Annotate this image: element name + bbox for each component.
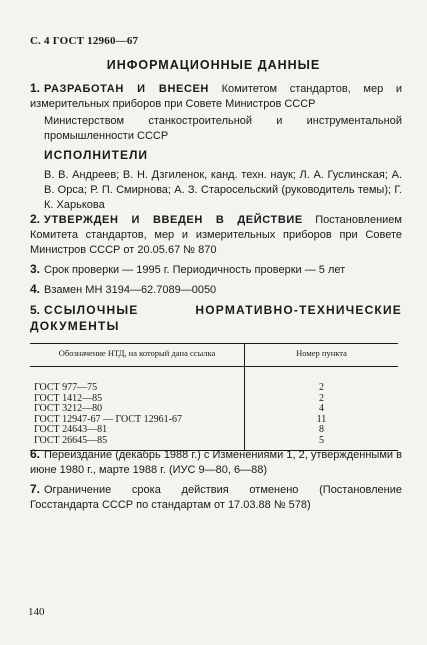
item-1 bbox=[30, 81, 402, 112]
table-cell-clause: 2 bbox=[319, 392, 324, 404]
item-4-number: 4. bbox=[30, 282, 41, 296]
table-cell-document: ГОСТ 26645—85 bbox=[30, 436, 245, 451]
executors-list: В. В. Андреев; В. Н. Дзгиленок, канд. техн. наук; Л. А. Гуслинская; А. В. Орса; Р. П. Смирнова; А. З. Старосельский (руководитель темы); Г. К. Харькова bbox=[44, 169, 402, 211]
item-3-number: 3. bbox=[30, 262, 41, 276]
page-header: С. 4 ГОСТ 12960—67 bbox=[30, 35, 139, 47]
table-cell-clause: 5 bbox=[245, 436, 399, 451]
table-row bbox=[30, 367, 398, 394]
item-7-text: Ограничение срока действия отменено (Постановление Госстандарта СССР по стандартам от 17.03.88 № 578) bbox=[30, 484, 402, 511]
item-4 bbox=[30, 282, 402, 298]
item-2-text: Постановлением Комитета стандартов, мер и измерительных приборов при Совете Министров СССР от 20.05.67 № 870 bbox=[30, 214, 402, 256]
item-7 bbox=[30, 482, 402, 513]
item-1-caps: РАЗРАБОТАН И ВНЕСЕН bbox=[44, 83, 209, 95]
item-6-number: 6. bbox=[30, 447, 41, 461]
table-row bbox=[30, 404, 398, 415]
item-4-text: Взамен МН 3194—62.7089—0050 bbox=[44, 284, 217, 296]
table-header-clause: Номер пункта bbox=[245, 344, 399, 367]
item-2-caps: УТВЕРЖДЕН И ВВЕДЕН В ДЕЙСТВИЕ bbox=[44, 214, 303, 226]
item-2-number: 2. bbox=[30, 212, 41, 226]
table-cell-clause: 8 bbox=[319, 424, 324, 435]
item-1-ministry: Министерством станкостроительной и инструментальной промышленности СССР bbox=[44, 115, 402, 142]
item-7-number: 7. bbox=[30, 482, 41, 496]
item-6 bbox=[30, 447, 402, 478]
item-3 bbox=[30, 262, 402, 278]
table-header-document: Обозначение НТД, на который дана ссылка bbox=[30, 344, 245, 367]
item-2 bbox=[30, 212, 402, 258]
table-cell-clause: 4 bbox=[319, 403, 324, 414]
item-6-text: Переиздание (декабрь 1988 г.) с Изменениями 1, 2, утвержденными в июне 1980 г., марте 1988 г. (ИУС 9—80, 6—88) bbox=[30, 449, 402, 476]
table-header-row bbox=[30, 344, 398, 367]
table-cell-document: ГОСТ 24643—81 bbox=[30, 425, 245, 436]
section-title: ИНФОРМАЦИОННЫЕ ДАННЫЕ bbox=[106, 58, 321, 72]
item-5 bbox=[30, 302, 402, 334]
table-cell-document: ГОСТ 977—75 bbox=[30, 367, 245, 394]
executors-heading: ИСПОЛНИТЕЛИ bbox=[44, 148, 149, 162]
reference-table bbox=[30, 343, 398, 451]
table-cell-document: ГОСТ 3212—80 bbox=[30, 404, 245, 415]
item-3-text: Срок проверки — 1995 г. Периодичность проверки — 5 лет bbox=[44, 264, 346, 276]
item-5-caps: ССЫЛОЧНЫЕ НОРМАТИВНО-ТЕХНИЧЕСКИЕ ДОКУМЕНТЫ bbox=[30, 303, 402, 333]
table-cell-document: ГОСТ 12947-67 — ГОСТ 12961-67 bbox=[30, 415, 245, 426]
table-row bbox=[30, 425, 398, 436]
item-1-text: Комитетом стандартов, мер и измерительных приборов при Совете Министров СССР bbox=[30, 83, 402, 110]
item-1-number: 1. bbox=[30, 81, 41, 95]
table-cell-document: ГОСТ 1412—85 bbox=[30, 394, 245, 405]
table-cell-clause: 11 bbox=[316, 413, 327, 425]
page-number: 140 bbox=[28, 606, 45, 618]
table-cell-clause: 2 bbox=[319, 382, 324, 393]
item-5-number: 5. bbox=[30, 303, 41, 317]
